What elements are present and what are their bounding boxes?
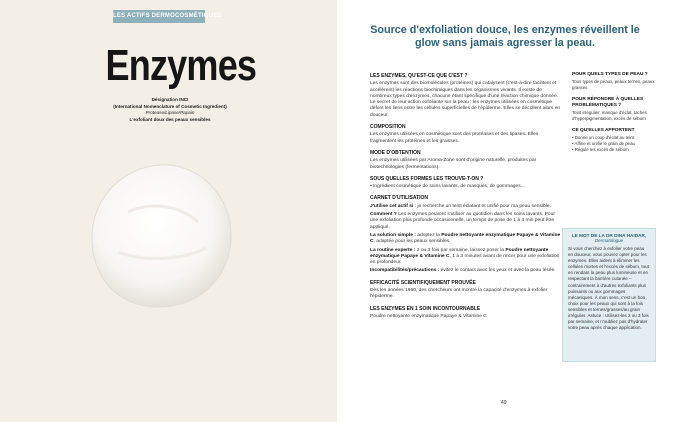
section-title: MODE D'OBTENTION <box>370 149 421 156</box>
section-title: COMPOSITION <box>370 124 406 131</box>
usage-paragraph <box>370 248 562 267</box>
section-text: Les enzymes utilisées par Aroma-Zone sont d'origine naturelle, produites par biotechnologies (fermentations). <box>370 158 537 170</box>
usage-text: Les enzymes peuvent s'utiliser au quotidien dans les soins lavants. Pour une exfoliation plus profonde occasionnelle, un temps de pose de 1 à 3 min peut être appliqué. <box>370 212 555 230</box>
section-text: • Ingrédient cosmétique de soins lavants, de masques, de gommages... <box>370 184 525 190</box>
section-text: Poudre nettoyante enzymatique Papaye & Vitamine C <box>370 313 487 319</box>
usage-text: adoptez la <box>415 232 442 238</box>
side-title: CE QU'ELLES APPORTENT <box>572 128 635 133</box>
usage-label: J'utilise cet actif si <box>370 203 414 209</box>
inci-label: Désignation INCI <box>151 97 189 102</box>
benefits-list <box>572 135 658 153</box>
usage-text: 2 ou 3 fois par semaine, laissez poser la <box>415 247 506 253</box>
dermatologist-quote-box <box>562 228 656 362</box>
section-text: Dès les années 1960, des chercheurs ont montré la capacité d'enzymes à exfolier l'épiderme. <box>370 288 548 300</box>
usage-paragraph <box>370 233 562 246</box>
usage-label: Incompatibilités/précautions : <box>370 268 440 274</box>
section-text: Les enzymes utilisées en cosmétique sont des protéases et des lipases. Elles fragmentent les protéines et les graisses. <box>370 132 539 144</box>
section-title: CARNET D'UTILISATION <box>370 195 429 202</box>
usage-label: La solution simple : <box>370 232 416 238</box>
inci-block <box>80 97 260 123</box>
category-tag: LES ACTIFS DERMOCOSMÉTIQUES <box>113 10 205 23</box>
usage-paragraph <box>370 212 562 231</box>
list-item: • Affine et unifie le grain de peau <box>572 141 658 147</box>
side-text: Teint irrégulier, manque d'éclat, taches d'hyperpigmentation, excès de sébum <box>572 110 647 121</box>
section-title: SOUS QUELLES FORMES LES TROUVE-T-ON ? <box>370 175 484 182</box>
usage-paragraph <box>370 204 562 210</box>
list-item: • Régule les excès de sébum <box>572 147 658 153</box>
side-title: POUR RÉPONDRE À QUELLES PROBLÉMATIQUES ? <box>572 97 644 108</box>
product-name: Poudre nettoyante enzymatique Papaye & Vitamine C <box>370 232 561 245</box>
product-name: Poudre nettoyante enzymatique Papaye & Vitamine C <box>370 247 549 259</box>
quote-subheading: Dermatologue <box>594 238 624 243</box>
usage-text: , adaptée pour les peaux sensibles. <box>373 239 451 245</box>
side-title: POUR QUELS TYPES DE PEAU ? <box>572 72 648 77</box>
usage-paragraph <box>370 268 562 274</box>
side-text: Tous types de peaux, peaux ternes, peaux grasses <box>572 79 655 90</box>
section-title: EFFICACITÉ SCIENTIFIQUEMENT PROUVÉE <box>370 279 476 286</box>
section-title: LES ENZYMES, QU'EST-CE QUE C'EST ? <box>370 73 468 79</box>
section-title: LES ENZYMES EN 1 SOIN INCONTOURNABLE <box>370 305 481 312</box>
page-title: Enzymes <box>105 41 257 90</box>
usage-text: : je recherche un teint éclatant et unifié pour ma peau sensible. <box>413 203 551 209</box>
page-number: 49 <box>501 400 507 406</box>
usage-text: évitez le contact avec les yeux et avec la peau lésée. <box>439 268 556 274</box>
usage-label: Comment ? <box>370 212 397 218</box>
headline: Source d'exfoliation douce, les enzymes réveillent le glow sans jamais agresser la peau. <box>370 24 640 49</box>
cream-swatch-image <box>88 162 234 310</box>
usage-text: , 1 à 3 minutes avant de rincer pour une exfoliation en profondeur. <box>370 253 560 266</box>
main-text-column <box>370 68 562 322</box>
section-text: Les enzymes sont des biomolécules (protéines) qui catalysent (c'est-à-dire facilitent et accélèrent) les réactions biochimiques dans les organismes vivants. Il existe de nombreux types d'enzymes, chacune étant spécifique d'une réaction chimique donnée. Le secret de leur action exfoliante sur la peau : les enzymes utilisées en cosmétique défont les liens entre les cellules superficielles de l'épiderme. Elles se décollent alors en douceur. <box>370 81 561 118</box>
inci-name: Protease/Lipase/Papain <box>145 110 195 116</box>
quote-text: Si vous cherchez à exfolier votre peau en douceur, vous pouvez opter pour les enzymes. Elles aident à éliminer les cellules mortes et l'excès de sébum, tout en rendant la peau plus lumineuse et en respectant la barrière cutanée – contrairement à d'autres exfoliants plus puissants ou aux gommages mécaniques. À mon sens, c'est un bon choix pour les peaux qui sont à la fois sensibles et ternes/grasses/au grain irrégulier. Astuce : Utilisez-les 2 ou 3 fois par semaine, et n'oubliez pas d'hydrater votre peau après chaque application. <box>568 246 649 331</box>
usage-label: La routine experte : <box>370 247 416 253</box>
tagline: L'exfoliant doux des peaux sensibles <box>129 116 211 122</box>
sidebar-facts <box>572 72 658 157</box>
list-item: • Donne un coup d'éclat au teint <box>572 135 658 141</box>
inci-sub: (International Nomenclature of Cosmetic Ingredient) <box>113 103 227 109</box>
quote-heading: LE MOT DE LA DR DINA HAIDAR, <box>571 233 647 238</box>
